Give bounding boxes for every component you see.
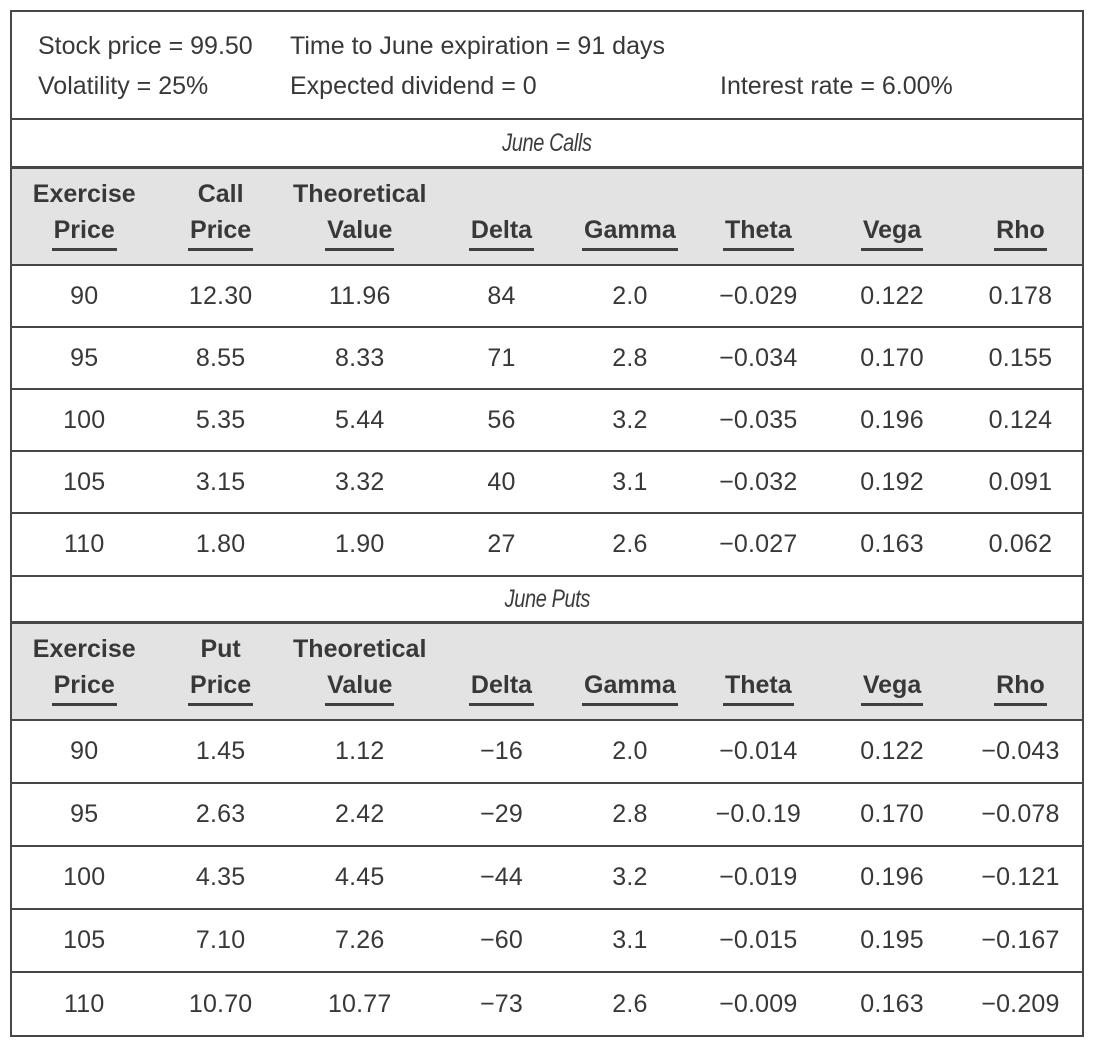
table-row <box>12 327 1082 389</box>
cell-value: 1.12 <box>334 737 385 765</box>
col-header-theoretical-value: Theoretical Value <box>285 624 435 720</box>
cell-value: 0.155 <box>988 343 1053 372</box>
cell-value: 84 <box>487 281 516 310</box>
col-header-rho: Rho <box>959 169 1082 265</box>
col-header-theoretical-value: Theoretical Value <box>285 169 435 265</box>
cell-value: −0.035 <box>719 405 798 434</box>
cell-value: 5.35 <box>195 405 246 434</box>
june-puts-title: June Puts <box>504 584 590 613</box>
cell-value: 8.33 <box>334 343 385 372</box>
cell-value: 40 <box>487 467 516 496</box>
cell-value: 3.1 <box>612 926 648 954</box>
col-header-put-price: Put Price <box>156 624 284 720</box>
cell-value: 0.196 <box>860 863 924 891</box>
cell-value: 90 <box>70 281 99 310</box>
cell-value: −0.0.19 <box>715 800 802 828</box>
cell-value: 12.30 <box>188 281 253 310</box>
table-row <box>12 265 1082 327</box>
cell-value: −0.009 <box>719 989 798 1018</box>
table-row <box>12 846 1082 909</box>
section-band-june-calls <box>12 120 1082 169</box>
cell-value: 110 <box>63 989 105 1018</box>
cell-value: 3.2 <box>612 863 648 891</box>
cell-value: 2.6 <box>612 530 648 558</box>
cell-value: 105 <box>63 467 106 496</box>
cell-value: 27 <box>487 530 516 558</box>
cell-value: 95 <box>70 343 99 372</box>
cell-value: 1.90 <box>334 530 385 558</box>
volatility-label: Volatility = 25% <box>38 72 209 100</box>
cell-value: −60 <box>479 926 523 954</box>
col-header-theta: Theta <box>691 169 825 265</box>
table-row <box>12 720 1082 783</box>
cell-value: 2.8 <box>612 343 648 372</box>
puts-table-body <box>12 720 1082 1035</box>
cell-value: 0.062 <box>988 530 1053 558</box>
time-to-expiration-label: Time to June expiration = 91 days <box>290 32 665 60</box>
col-header-theta: Theta <box>691 624 825 720</box>
cell-value: 56 <box>487 405 516 434</box>
cell-value: −0.043 <box>981 737 1060 765</box>
cell-value: 71 <box>487 343 516 372</box>
cell-value: 0.091 <box>988 467 1053 496</box>
june-calls-title: June Calls <box>502 128 592 157</box>
cell-value: 2.0 <box>612 737 648 765</box>
parameters-panel <box>12 12 1082 120</box>
cell-value: 4.35 <box>195 863 246 891</box>
table-row <box>12 909 1082 972</box>
cell-value: 3.15 <box>195 467 246 496</box>
col-header-exercise-price: Exercise Price <box>12 169 156 265</box>
cell-value: −44 <box>479 863 523 891</box>
cell-value: 11.96 <box>328 281 391 310</box>
cell-value: −73 <box>479 989 523 1018</box>
cell-value: 0.122 <box>860 737 924 765</box>
june-calls-table-wrap <box>12 169 1082 575</box>
stock-price-label: Stock price = 99.50 <box>38 32 253 60</box>
cell-value: −0.034 <box>719 343 798 372</box>
cell-value: 100 <box>63 405 106 434</box>
cell-value: 10.70 <box>188 989 253 1018</box>
table-row <box>12 451 1082 513</box>
cell-value: 0.163 <box>860 989 924 1018</box>
cell-value: 10.77 <box>327 989 392 1018</box>
june-puts-table <box>12 624 1082 1035</box>
cell-value: 4.45 <box>334 863 385 891</box>
cell-value: 2.42 <box>334 800 385 828</box>
cell-value: −0.167 <box>981 926 1060 954</box>
cell-value: −29 <box>479 800 523 828</box>
col-header-gamma: Gamma <box>568 169 691 265</box>
cell-value: 2.6 <box>612 989 648 1018</box>
cell-value: 105 <box>63 926 106 954</box>
table-row <box>12 389 1082 451</box>
table-row <box>12 513 1082 575</box>
cell-value: 2.8 <box>612 800 648 828</box>
cell-value: −0.078 <box>981 800 1060 828</box>
cell-value: 1.45 <box>195 737 246 765</box>
section-band-june-puts <box>12 575 1082 624</box>
cell-value: 2.63 <box>195 800 246 828</box>
cell-value: 0.196 <box>860 405 924 434</box>
cell-value: 5.44 <box>334 405 385 434</box>
cell-value: 0.124 <box>988 405 1053 434</box>
table-row <box>12 783 1082 846</box>
cell-value: −0.209 <box>981 989 1060 1018</box>
cell-value: −0.029 <box>719 281 798 310</box>
cell-value: −0.027 <box>719 530 798 558</box>
expected-dividend-label: Expected dividend = 0 <box>290 72 537 100</box>
cell-value: −0.032 <box>719 467 798 496</box>
cell-value: 3.32 <box>334 467 385 496</box>
june-calls-table <box>12 169 1082 575</box>
calls-header-row <box>12 169 1082 265</box>
table-row <box>12 972 1082 1035</box>
cell-value: 1.80 <box>195 530 246 558</box>
interest-rate-label: Interest rate = 6.00% <box>720 72 953 100</box>
cell-value: 90 <box>70 737 99 765</box>
cell-value: 100 <box>63 863 106 891</box>
calls-table-body <box>12 265 1082 575</box>
col-header-gamma: Gamma <box>568 624 691 720</box>
cell-value: 3.1 <box>612 467 648 496</box>
cell-value: −0.014 <box>719 737 798 765</box>
cell-value: 0.192 <box>860 467 924 496</box>
cell-value: −0.015 <box>719 926 798 954</box>
col-header-call-price: Call Price <box>156 169 284 265</box>
cell-value: 0.170 <box>860 343 924 372</box>
cell-value: 2.0 <box>612 281 648 310</box>
col-header-vega: Vega <box>825 624 959 720</box>
cell-value: 3.2 <box>612 405 648 434</box>
puts-header-row <box>12 624 1082 720</box>
cell-value: 95 <box>70 800 99 828</box>
col-header-delta: Delta <box>435 169 569 265</box>
june-puts-table-wrap <box>12 624 1082 1035</box>
col-header-rho: Rho <box>959 624 1082 720</box>
col-header-exercise-price: Exercise Price <box>12 624 156 720</box>
cell-value: 7.10 <box>195 926 246 954</box>
cell-value: 0.163 <box>860 530 924 558</box>
col-header-delta: Delta <box>435 624 569 720</box>
cell-value: 0.195 <box>860 926 924 954</box>
cell-value: −0.121 <box>981 863 1060 891</box>
cell-value: 0.122 <box>860 281 924 310</box>
cell-value: 7.26 <box>334 926 385 954</box>
cell-value: −0.019 <box>719 863 798 891</box>
options-table-frame <box>10 10 1084 1037</box>
cell-value: 0.178 <box>988 281 1053 310</box>
cell-value: 0.170 <box>860 800 924 828</box>
col-header-vega: Vega <box>825 169 959 265</box>
cell-value: 8.55 <box>195 343 246 372</box>
cell-value: −16 <box>479 737 523 765</box>
cell-value: 110 <box>63 530 105 558</box>
